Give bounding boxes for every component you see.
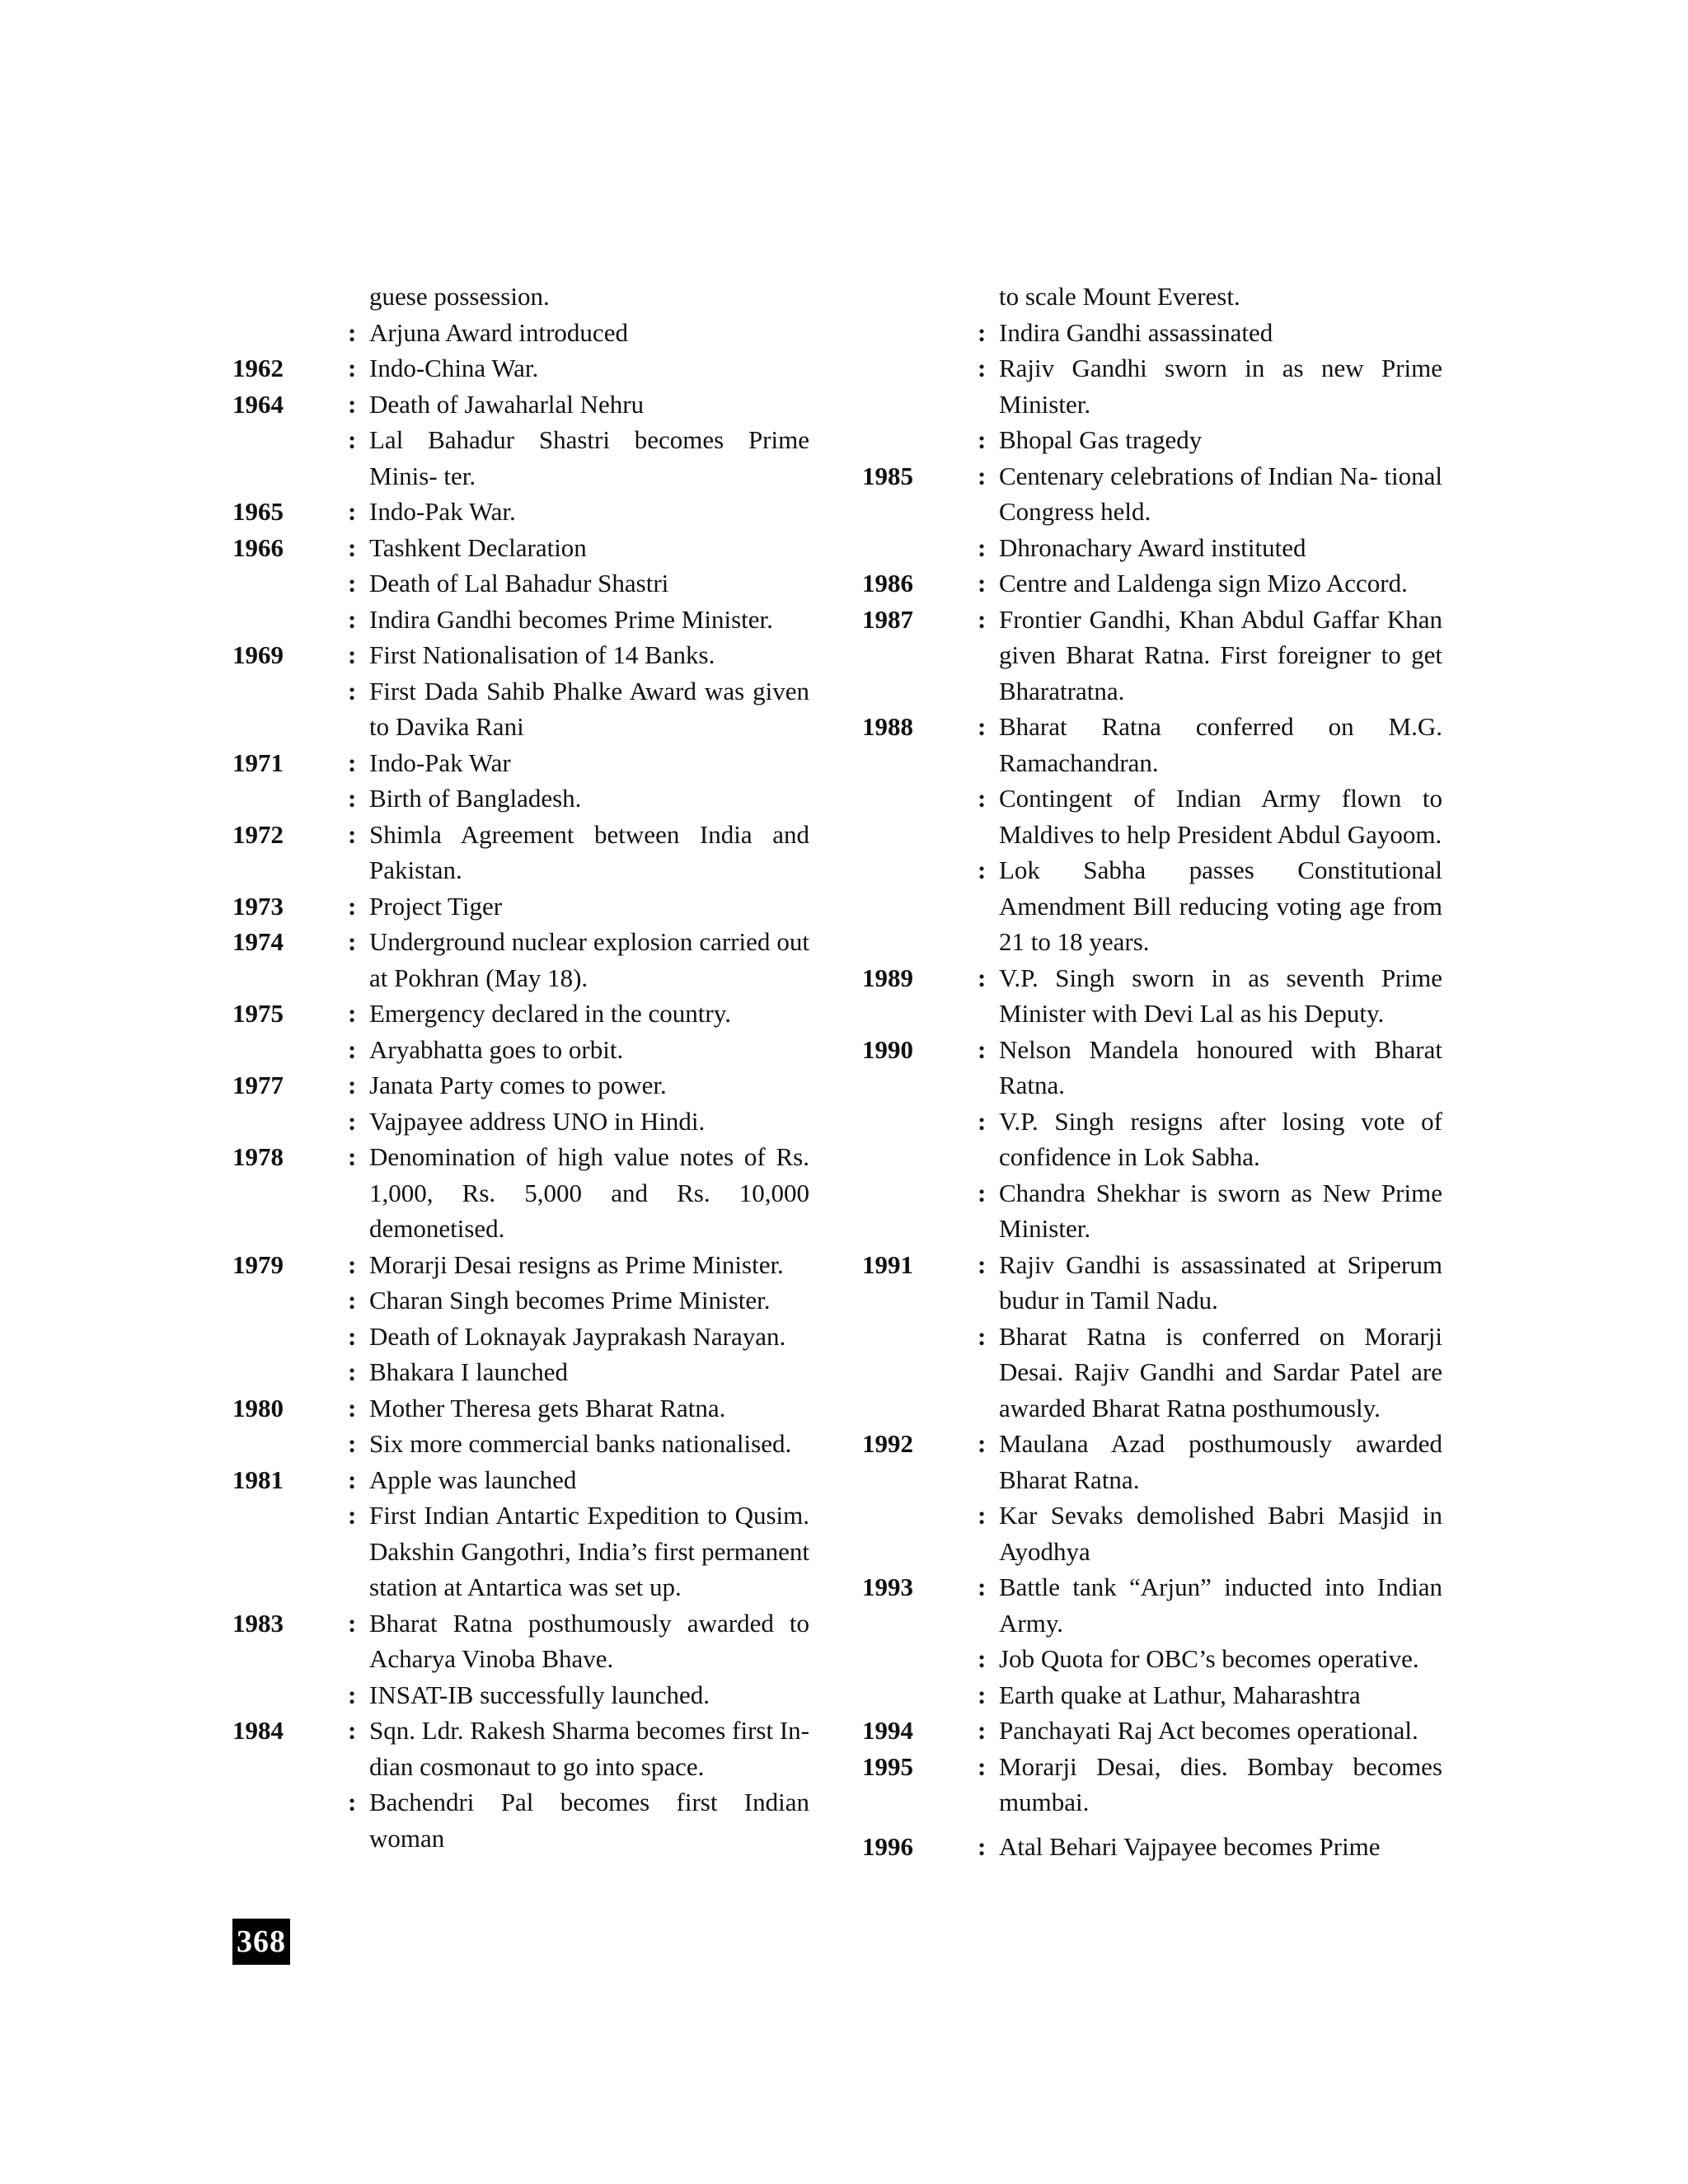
timeline-entry [232,996,809,1032]
entry-year: 1972 [232,819,284,849]
entry-colon: : [348,1501,357,1530]
entry-text: Rajiv Gandhi is assassinated at Sriperum budur in Tamil Nadu. [999,1249,1442,1315]
timeline-entry [862,422,1442,458]
entry-text: Frontier Gandhi, Khan Abdul Gaffar Khan given Bharat Ratna. First foreigner to get Bharatratna. [999,604,1442,705]
entry-colon: : [978,1572,987,1601]
entry-colon: : [348,927,357,956]
entry-text: Kar Sevaks demolished Babri Masjid in Ayodhya [999,1501,1442,1566]
timeline-entry [232,422,809,494]
timeline-entry [862,1677,1442,1713]
entry-colon: : [348,1071,357,1099]
timeline-entry [232,1462,809,1498]
entry-colon: : [348,1357,357,1386]
entry-colon: : [348,1321,357,1351]
entry-year: 1969 [232,640,284,669]
entry-colon: : [348,1716,357,1745]
entry-colon: : [978,1831,987,1861]
timeline-entry [862,1032,1442,1104]
entry-colon: : [348,354,357,382]
entry-text: Atal Behari Vajpayee becomes Prime [999,1831,1381,1861]
entry-year: 1989 [862,963,913,992]
entry-year: 1975 [232,999,284,1028]
entry-text: Chandra Shekhar is sworn as New Prime Minister. [999,1178,1442,1243]
entry-year: 1993 [862,1572,913,1601]
entry-year: 1994 [862,1716,913,1745]
entry-text: Bharat Ratna posthumously awarded to Acharya Vinoba Bhave. [369,1608,809,1673]
entry-text: First Nationalisation of 14 Banks. [369,640,715,669]
entry-text: Dhronachary Award instituted [999,532,1306,562]
entry-colon: : [978,1321,987,1351]
entry-colon: : [978,532,987,562]
timeline-entry [232,1067,809,1104]
timeline-entry [862,1247,1442,1319]
entry-colon: : [348,604,357,634]
entry-colon: : [348,640,357,669]
timeline-entry [862,1426,1442,1497]
timeline-entry [232,1104,809,1140]
entry-text: Lok Sabha passes Constitutional Amendment Bill reducing voting age from 21 to 18 years. [999,855,1442,956]
entry-text: Earth quake at Lathur, Maharashtra [999,1680,1361,1709]
entry-year: 1983 [232,1608,284,1638]
entry-colon: : [348,317,357,347]
entry-year: 1984 [232,1716,284,1745]
entry-colon: : [978,1644,987,1673]
entry-year: 1965 [232,497,284,526]
timeline-entry [232,817,809,888]
timeline-entry [232,315,809,351]
entry-text: Centre and Laldenga sign Mizo Accord. [999,569,1408,598]
entry-colon: : [348,532,357,562]
left-column [232,279,809,1856]
entry-text: Panchayati Raj Act becomes operational. [999,1716,1418,1745]
entry-colon: : [348,1249,357,1279]
entry-year: 1981 [232,1465,284,1494]
timeline-entry [232,888,809,925]
entry-text: Six more commercial banks nationalised. [369,1429,792,1458]
entry-year: 1988 [862,712,913,741]
timeline-entry [862,1829,1442,1865]
timeline-entry [862,279,1442,315]
timeline-entry [862,1104,1442,1175]
entry-colon: : [978,317,987,347]
entry-colon: : [978,1429,987,1458]
entry-year: 1962 [232,354,284,382]
entry-colon: : [978,461,987,490]
entry-text: to scale Mount Everest. [999,282,1240,311]
entry-text: V.P. Singh sworn in as seventh Prime Minister with Devi Lal as his Deputy. [999,963,1442,1028]
entry-text: Tashkent Declaration [369,532,587,562]
entry-text: INSAT-IB successfully launched. [369,1680,710,1709]
entry-year: 1978 [232,1142,284,1171]
entry-text: Indira Gandhi becomes Prime Minister. [369,604,773,634]
entry-colon: : [978,425,987,454]
entry-text: Death of Lal Bahadur Shastri [369,569,669,598]
entry-colon: : [348,891,357,921]
entry-text: Arjuna Award introduced [369,317,628,347]
entry-text: Sqn. Ldr. Rakesh Sharma becomes first In- dian cosmonaut to go into space. [369,1716,809,1781]
entry-text: Lal Bahadur Shastri becomes Prime Minis- ter. [369,425,809,490]
timeline-entry [862,350,1442,422]
timeline-entry [862,1641,1442,1677]
entry-colon: : [348,999,357,1028]
entry-year: 1985 [862,461,913,490]
timeline-entry [232,494,809,530]
entry-colon: : [348,1608,357,1638]
entry-year: 1992 [862,1429,913,1458]
entry-colon: : [978,1716,987,1745]
entry-colon: : [348,1142,357,1171]
entry-colon: : [978,1249,987,1279]
entry-year: 1971 [232,748,284,777]
timeline-entry [232,602,809,638]
timeline-entry [862,1713,1442,1749]
entry-year: 1987 [862,604,913,634]
entry-text: Vajpayee address UNO in Hindi. [369,1106,706,1136]
timeline-entry [232,780,809,817]
timeline-entry [232,1282,809,1319]
entry-text: Centenary celebrations of Indian Na- tional Congress held. [999,461,1442,526]
entry-colon: : [978,784,987,813]
timeline-entry [232,1319,809,1355]
timeline-entry [232,1390,809,1427]
entry-colon: : [978,354,987,382]
entry-text: Morarji Desai, dies. Bombay becomes mumbai. [999,1751,1442,1816]
entry-text: Project Tiger [369,891,503,921]
entry-colon: : [348,1393,357,1422]
entry-text: Charan Singh becomes Prime Minister. [369,1286,771,1315]
timeline-entry [862,1175,1442,1247]
timeline-entry [232,1497,809,1605]
timeline-entry [232,350,809,387]
timeline-entry [232,1713,809,1784]
entry-colon: : [348,784,357,813]
entry-text: Bachendri Pal becomes first Indian woman [369,1788,809,1853]
timeline-entry [232,673,809,745]
entry-year: 1990 [862,1034,913,1064]
timeline-entry [862,565,1442,602]
entry-colon: : [348,1788,357,1816]
timeline-entry [862,458,1442,530]
entry-text: Indo-Pak War. [369,497,516,526]
entry-colon: : [348,1286,357,1315]
entry-year: 1980 [232,1393,284,1422]
entry-colon: : [978,1501,987,1530]
entry-year: 1974 [232,927,284,956]
timeline-entry [232,1426,809,1462]
entry-text: Indira Gandhi assassinated [999,317,1273,347]
entry-text: Nelson Mandela honoured with Bharat Ratna. [999,1034,1442,1099]
timeline-entry [232,530,809,566]
entry-text: Rajiv Gandhi sworn in as new Prime Minister. [999,354,1442,419]
entry-text: Morarji Desai resigns as Prime Minister. [369,1249,784,1279]
entry-text: Aryabhatta goes to orbit. [369,1034,624,1064]
entry-text: Death of Loknayak Jayprakash Narayan. [369,1321,786,1351]
entry-year: 1995 [862,1751,913,1781]
entry-text: Underground nuclear explosion carried out at Pokhran (May 18). [369,927,809,992]
entry-year: 1996 [862,1831,913,1861]
timeline-entry [232,1247,809,1283]
timeline-entry [232,279,809,315]
entry-colon: : [978,1680,987,1709]
entry-text: Bhopal Gas tragedy [999,425,1203,454]
spacer [862,1821,1442,1829]
entry-colon: : [348,389,357,419]
entry-colon: : [348,1106,357,1136]
timeline-entry [862,1749,1442,1821]
page-number: 368 [232,1919,290,1965]
entry-colon: : [348,569,357,598]
entry-text: Mother Theresa gets Bharat Ratna. [369,1393,726,1422]
entry-year: 1986 [862,569,913,598]
timeline-entry [232,745,809,781]
entry-year: 1977 [232,1071,284,1099]
entry-colon: : [978,569,987,598]
timeline-entry [232,1784,809,1856]
entry-colon: : [348,1680,357,1709]
entry-text: Birth of Bangladesh. [369,784,582,813]
entry-colon: : [978,963,987,992]
entry-colon: : [978,1178,987,1207]
entry-text: Denomination of high value notes of Rs. 1,000, Rs. 5,000 and Rs. 10,000 demonetised. [369,1142,809,1243]
entry-text: Janata Party comes to power. [369,1071,667,1099]
entry-text: Death of Jawaharlal Nehru [369,389,645,419]
timeline-entry [232,1605,809,1677]
timeline-entry [232,1032,809,1068]
entry-colon: : [978,1751,987,1781]
entry-year: 1979 [232,1249,284,1279]
entry-colon: : [978,604,987,634]
right-column [862,279,1442,1864]
timeline-entry [862,602,1442,710]
timeline-entry [232,1677,809,1713]
timeline-entry [232,924,809,996]
timeline-entry [232,1354,809,1390]
entry-text: First Dada Sahib Phalke Award was given to Davika Rani [369,676,809,741]
entry-year: 1966 [232,532,284,562]
timeline-entry [862,1319,1442,1427]
entry-colon: : [348,425,357,454]
entry-colon: : [978,1106,987,1136]
entry-text: Emergency declared in the country. [369,999,731,1028]
entry-colon: : [348,676,357,705]
entry-text: Bharat Ratna is conferred on Morarji Desai. Rajiv Gandhi and Sardar Patel are awarded Bharat Ratna posthumously. [999,1321,1442,1422]
entry-text: Indo-China War. [369,354,539,382]
entry-text: Contingent of Indian Army flown to Maldives to help President Abdul Gayoom. [999,784,1442,849]
timeline-entry [232,1139,809,1247]
timeline-entry [862,530,1442,566]
timeline-entry [862,315,1442,351]
entry-text: Battle tank “Arjun” inducted into Indian Army. [999,1572,1442,1638]
timeline-entry [232,637,809,673]
entry-year: 1964 [232,389,284,419]
timeline-entry [862,1497,1442,1569]
timeline-entry [862,709,1442,780]
entry-text: Shimla Agreement between India and Pakistan. [369,819,809,884]
entry-text: First Indian Antartic Expedition to Qusim. Dakshin Gangothri, India’s first permanent station at Antartica was set up. [369,1501,809,1601]
timeline-entry [862,960,1442,1032]
timeline-entry [862,852,1442,960]
entry-text: Bhakara I launched [369,1357,568,1386]
timeline-entry [862,780,1442,852]
entry-year: 1973 [232,891,284,921]
entry-text: guese possession. [369,282,550,311]
entry-text: Apple was launched [369,1465,577,1494]
entry-colon: : [348,748,357,777]
entry-colon: : [978,855,987,884]
entry-colon: : [348,1465,357,1494]
entry-text: Job Quota for OBC’s becomes operative. [999,1644,1419,1673]
entry-text: V.P. Singh resigns after losing vote of confidence in Lok Sabha. [999,1106,1442,1171]
entry-colon: : [978,1034,987,1064]
timeline-entry [232,387,809,423]
entry-colon: : [348,1034,357,1064]
entry-text: Maulana Azad posthumously awarded Bharat Ratna. [999,1429,1442,1494]
entry-text: Bharat Ratna conferred on M.G. Ramachandran. [999,712,1442,777]
entry-year: 1991 [862,1249,913,1279]
entry-colon: : [348,497,357,526]
entry-colon: : [978,712,987,741]
entry-text: Indo-Pak War [369,748,511,777]
entry-colon: : [348,1429,357,1458]
timeline-entry [862,1569,1442,1641]
timeline-entry [232,565,809,602]
entry-colon: : [348,819,357,849]
